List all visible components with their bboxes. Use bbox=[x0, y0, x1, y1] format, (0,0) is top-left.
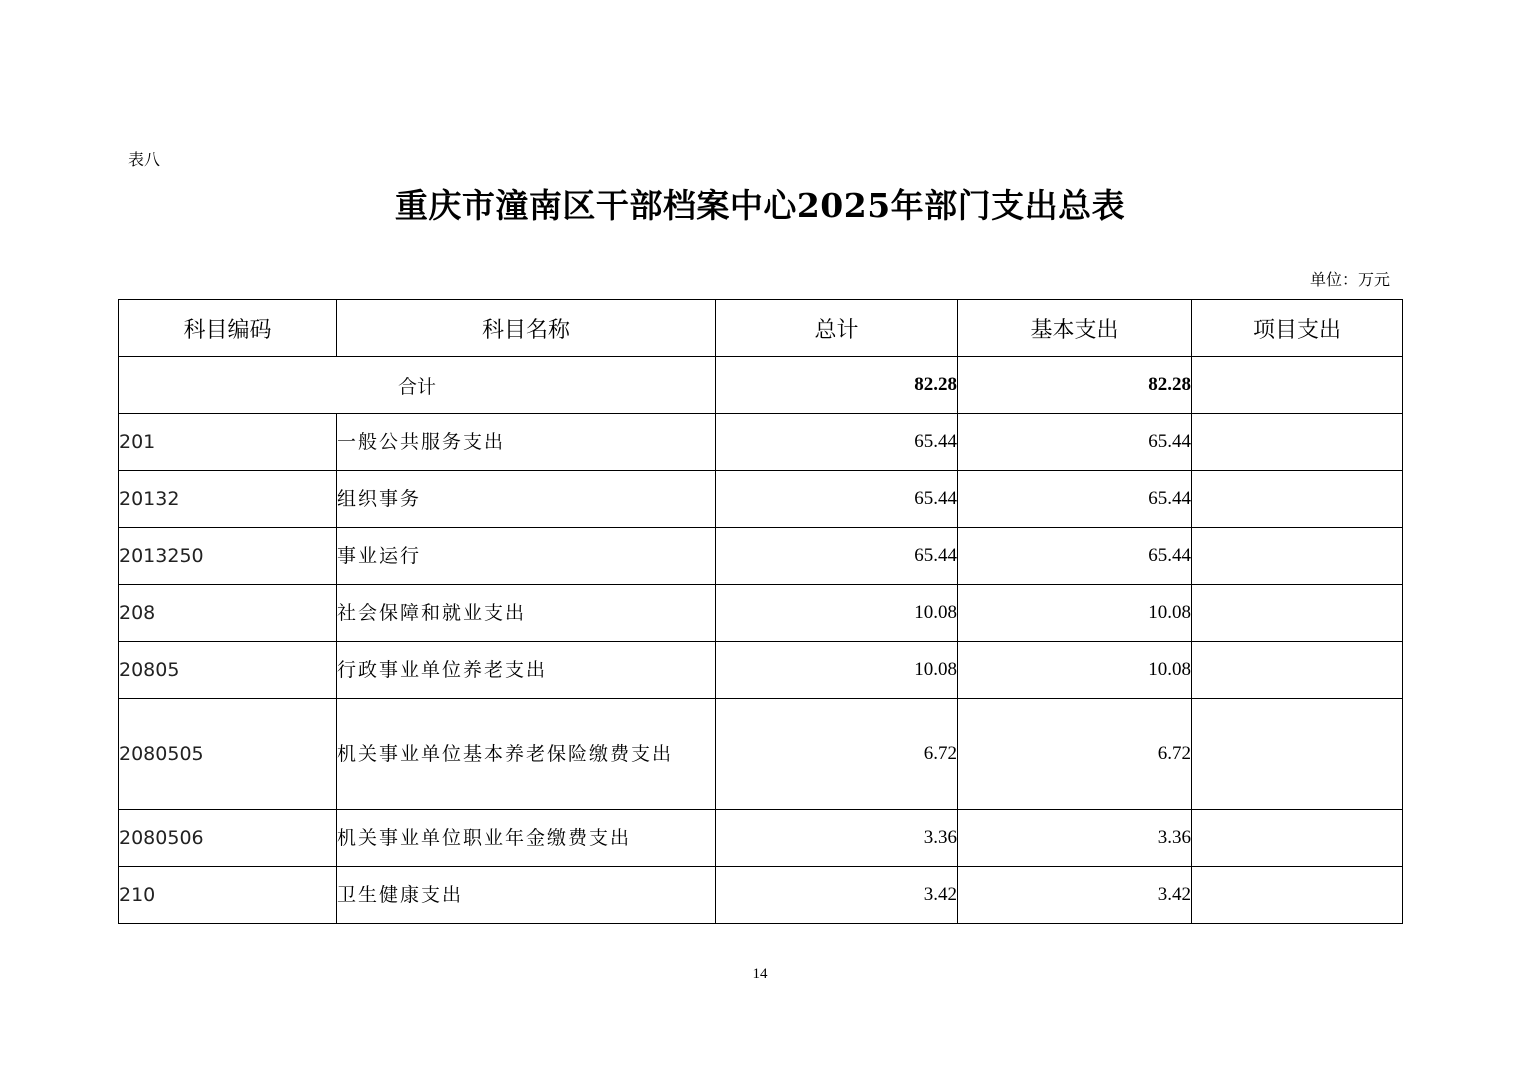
row-code: 20132 bbox=[119, 471, 337, 528]
row-name: 机关事业单位基本养老保险缴费支出 bbox=[337, 699, 716, 810]
row-name: 事业运行 bbox=[337, 528, 716, 585]
total-row-label: 合计 bbox=[119, 357, 716, 414]
row-name: 卫生健康支出 bbox=[337, 867, 716, 924]
row-project bbox=[1192, 810, 1403, 867]
row-total: 3.42 bbox=[716, 867, 958, 924]
row-name: 一般公共服务支出 bbox=[337, 414, 716, 471]
table-row bbox=[119, 471, 1403, 528]
column-header-project: 项目支出 bbox=[1192, 300, 1403, 357]
row-code: 210 bbox=[119, 867, 337, 924]
row-name: 组织事务 bbox=[337, 471, 716, 528]
row-project bbox=[1192, 585, 1403, 642]
row-total: 6.72 bbox=[716, 699, 958, 810]
row-total: 65.44 bbox=[716, 471, 958, 528]
table-header-row bbox=[119, 300, 1403, 357]
table-row bbox=[119, 414, 1403, 471]
row-code: 20805 bbox=[119, 642, 337, 699]
column-header-basic: 基本支出 bbox=[958, 300, 1192, 357]
expenditure-table bbox=[118, 299, 1403, 924]
row-code: 201 bbox=[119, 414, 337, 471]
row-basic: 65.44 bbox=[958, 414, 1192, 471]
row-basic: 10.08 bbox=[958, 642, 1192, 699]
row-basic: 3.42 bbox=[958, 867, 1192, 924]
table-row bbox=[119, 699, 1403, 810]
row-code: 2013250 bbox=[119, 528, 337, 585]
total-row-total: 82.28 bbox=[716, 357, 958, 414]
table-row bbox=[119, 585, 1403, 642]
unit-label: 单位：万元 bbox=[1309, 270, 1390, 289]
table-row bbox=[119, 528, 1403, 585]
row-total: 3.36 bbox=[716, 810, 958, 867]
total-row bbox=[119, 357, 1403, 414]
row-project bbox=[1192, 414, 1403, 471]
row-basic: 65.44 bbox=[958, 471, 1192, 528]
row-project bbox=[1192, 471, 1403, 528]
row-name: 行政事业单位养老支出 bbox=[337, 642, 716, 699]
row-total: 65.44 bbox=[716, 528, 958, 585]
column-header-total: 总计 bbox=[716, 300, 958, 357]
row-code: 2080506 bbox=[119, 810, 337, 867]
table-row bbox=[119, 810, 1403, 867]
row-code: 208 bbox=[119, 585, 337, 642]
page-title: 重庆市潼南区干部档案中心2025年部门支出总表 bbox=[394, 186, 1126, 225]
row-basic: 6.72 bbox=[958, 699, 1192, 810]
row-total: 10.08 bbox=[716, 585, 958, 642]
total-row-basic: 82.28 bbox=[958, 357, 1192, 414]
row-name: 社会保障和就业支出 bbox=[337, 585, 716, 642]
row-project bbox=[1192, 699, 1403, 810]
table-number-label: 表八 bbox=[128, 150, 161, 169]
row-code: 2080505 bbox=[119, 699, 337, 810]
row-project bbox=[1192, 528, 1403, 585]
table-row bbox=[119, 867, 1403, 924]
row-name: 机关事业单位职业年金缴费支出 bbox=[337, 810, 716, 867]
total-row-project bbox=[1192, 357, 1403, 414]
column-header-code: 科目编码 bbox=[119, 300, 337, 357]
row-basic: 65.44 bbox=[958, 528, 1192, 585]
row-project bbox=[1192, 642, 1403, 699]
page-number: 14 bbox=[752, 966, 768, 982]
row-total: 10.08 bbox=[716, 642, 958, 699]
row-basic: 3.36 bbox=[958, 810, 1192, 867]
row-total: 65.44 bbox=[716, 414, 958, 471]
column-header-name: 科目名称 bbox=[337, 300, 716, 357]
row-basic: 10.08 bbox=[958, 585, 1192, 642]
table-row bbox=[119, 642, 1403, 699]
row-project bbox=[1192, 867, 1403, 924]
